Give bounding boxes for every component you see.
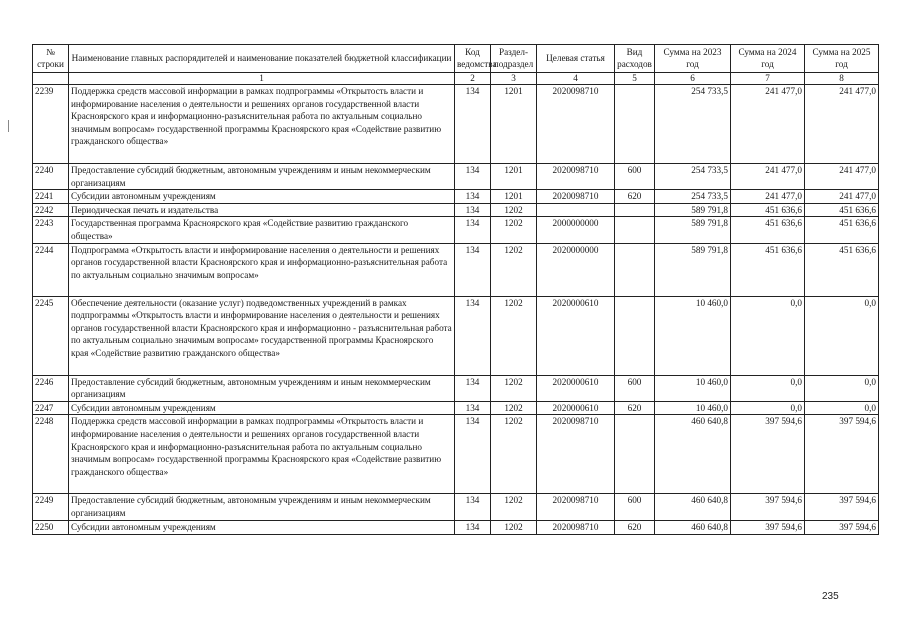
row-sum-2023: 10 460,0 — [655, 401, 731, 415]
row-department-code: 134 — [455, 217, 491, 243]
row-name: Поддержка средств массовой информации в рамках подпрограммы «Открытость власти и информирование населения о деятельности и решениях органов государственной власти Красноярского края и информационно-разъяснительная работа по актуальным социально значимым вопросам» государственной программы Красноярского края «Содействие развитию гражданского общества» — [69, 415, 455, 494]
row-department-code: 134 — [455, 375, 491, 401]
column-number: 8 — [805, 73, 879, 85]
header-sum-2024: Сумма на 2024 год — [731, 45, 805, 73]
row-name: Субсидии автономным учреждениям — [69, 401, 455, 415]
row-section: 1202 — [491, 296, 537, 375]
row-number: 2246 — [33, 375, 69, 401]
table-row — [33, 85, 879, 164]
row-sum-2024: 397 594,6 — [731, 520, 805, 534]
row-expense-type — [615, 243, 655, 296]
row-expense-type — [615, 85, 655, 164]
row-section: 1201 — [491, 85, 537, 164]
row-department-code: 134 — [455, 401, 491, 415]
column-number: 7 — [731, 73, 805, 85]
header-department-code: Код ведомства — [455, 45, 491, 73]
row-department-code: 134 — [455, 203, 491, 217]
header-expense-type: Вид расходов — [615, 45, 655, 73]
row-sum-2023: 589 791,8 — [655, 217, 731, 243]
header-row-number: № строки — [33, 45, 69, 73]
row-sum-2025: 0,0 — [805, 401, 879, 415]
row-section: 1202 — [491, 401, 537, 415]
row-number: 2244 — [33, 243, 69, 296]
row-sum-2025: 241 477,0 — [805, 85, 879, 164]
row-sum-2024: 241 477,0 — [731, 190, 805, 204]
row-expense-type: 600 — [615, 494, 655, 520]
row-target-article: 2020000610 — [537, 401, 615, 415]
table-row — [33, 401, 879, 415]
row-sum-2024: 241 477,0 — [731, 85, 805, 164]
table-row — [33, 190, 879, 204]
row-name: Поддержка средств массовой информации в рамках подпрограммы «Открытость власти и информирование населения о деятельности и решениях органов государственной власти Красноярского края и информационно-разъяснительная работа по актуальным социально значимым вопросам» государственной программы Красноярского края «Содействие развитию гражданского общества» — [69, 85, 455, 164]
row-sum-2025: 241 477,0 — [805, 164, 879, 190]
row-section: 1202 — [491, 520, 537, 534]
row-name: Подпрограмма «Открытость власти и информирование населения о деятельности и решениях органов государственной власти Красноярского края и информационно-разъяснительная работа по актуальным социально значимым вопросам» — [69, 243, 455, 296]
row-expense-type: 600 — [615, 375, 655, 401]
row-name: Государственная программа Красноярского края «Содействие развитию гражданского общества» — [69, 217, 455, 243]
row-number: 2250 — [33, 520, 69, 534]
row-sum-2023: 254 733,5 — [655, 85, 731, 164]
header-sum-2025: Сумма на 2025 год — [805, 45, 879, 73]
row-name: Предоставление субсидий бюджетным, автономным учреждениям и иным некоммерческим организациям — [69, 494, 455, 520]
row-sum-2023: 589 791,8 — [655, 243, 731, 296]
table-body — [33, 85, 879, 535]
row-section: 1202 — [491, 243, 537, 296]
row-sum-2024: 451 636,6 — [731, 217, 805, 243]
row-sum-2023: 10 460,0 — [655, 375, 731, 401]
row-number: 2240 — [33, 164, 69, 190]
row-department-code: 134 — [455, 415, 491, 494]
row-expense-type — [615, 217, 655, 243]
row-sum-2025: 451 636,6 — [805, 243, 879, 296]
row-department-code: 134 — [455, 243, 491, 296]
header-row — [33, 45, 879, 73]
row-name: Предоставление субсидий бюджетным, автономным учреждениям и иным некоммерческим организациям — [69, 164, 455, 190]
row-number: 2242 — [33, 203, 69, 217]
row-sum-2023: 589 791,8 — [655, 203, 731, 217]
row-section: 1202 — [491, 217, 537, 243]
column-number: 3 — [491, 73, 537, 85]
row-sum-2025: 451 636,6 — [805, 203, 879, 217]
row-target-article: 2020098710 — [537, 520, 615, 534]
budget-table — [32, 44, 879, 535]
row-sum-2025: 241 477,0 — [805, 190, 879, 204]
row-sum-2024: 451 636,6 — [731, 203, 805, 217]
row-sum-2024: 451 636,6 — [731, 243, 805, 296]
header-section: Раздел-подраздел — [491, 45, 537, 73]
row-expense-type: 620 — [615, 401, 655, 415]
row-number: 2241 — [33, 190, 69, 204]
row-department-code: 134 — [455, 85, 491, 164]
row-name: Субсидии автономным учреждениям — [69, 190, 455, 204]
row-target-article: 2020000000 — [537, 243, 615, 296]
row-sum-2023: 460 640,8 — [655, 415, 731, 494]
row-expense-type — [615, 203, 655, 217]
column-number: 6 — [655, 73, 731, 85]
table-row — [33, 203, 879, 217]
row-expense-type — [615, 415, 655, 494]
row-section: 1202 — [491, 203, 537, 217]
row-target-article: 2020098710 — [537, 415, 615, 494]
row-expense-type — [615, 296, 655, 375]
row-sum-2025: 0,0 — [805, 375, 879, 401]
row-expense-type: 600 — [615, 164, 655, 190]
column-number: 5 — [615, 73, 655, 85]
column-number — [33, 73, 69, 85]
row-sum-2024: 397 594,6 — [731, 494, 805, 520]
table-row — [33, 296, 879, 375]
row-department-code: 134 — [455, 296, 491, 375]
table-row — [33, 375, 879, 401]
row-sum-2024: 0,0 — [731, 375, 805, 401]
row-target-article: 2020098710 — [537, 190, 615, 204]
row-sum-2024: 397 594,6 — [731, 415, 805, 494]
row-department-code: 134 — [455, 190, 491, 204]
row-sum-2023: 254 733,5 — [655, 190, 731, 204]
row-section: 1201 — [491, 190, 537, 204]
row-target-article: 2020098710 — [537, 494, 615, 520]
row-sum-2025: 0,0 — [805, 296, 879, 375]
header-sum-2023: Сумма на 2023 год — [655, 45, 731, 73]
row-number: 2239 — [33, 85, 69, 164]
row-sum-2024: 0,0 — [731, 401, 805, 415]
row-department-code: 134 — [455, 520, 491, 534]
header-target-article: Целевая статья — [537, 45, 615, 73]
row-number: 2248 — [33, 415, 69, 494]
row-number: 2243 — [33, 217, 69, 243]
row-sum-2025: 397 594,6 — [805, 415, 879, 494]
row-sum-2023: 460 640,8 — [655, 494, 731, 520]
row-department-code: 134 — [455, 164, 491, 190]
row-name: Периодическая печать и издательства — [69, 203, 455, 217]
row-section: 1201 — [491, 164, 537, 190]
row-sum-2023: 10 460,0 — [655, 296, 731, 375]
row-sum-2023: 254 733,5 — [655, 164, 731, 190]
table-row — [33, 494, 879, 520]
row-section: 1202 — [491, 494, 537, 520]
row-number: 2247 — [33, 401, 69, 415]
row-target-article: 2020000610 — [537, 296, 615, 375]
row-number: 2249 — [33, 494, 69, 520]
row-expense-type: 620 — [615, 520, 655, 534]
header-name: Наименование главных распорядителей и наименование показателей бюджетной классификации — [69, 45, 455, 73]
row-section: 1202 — [491, 415, 537, 494]
table-row — [33, 520, 879, 534]
page-number: 235 — [822, 591, 839, 602]
row-expense-type: 620 — [615, 190, 655, 204]
row-target-article: 2000000000 — [537, 217, 615, 243]
column-number: 4 — [537, 73, 615, 85]
row-sum-2025: 397 594,6 — [805, 494, 879, 520]
table-row — [33, 415, 879, 494]
row-target-article: 2020098710 — [537, 85, 615, 164]
row-section: 1202 — [491, 375, 537, 401]
row-number: 2245 — [33, 296, 69, 375]
row-target-article: 2020098710 — [537, 164, 615, 190]
row-name: Субсидии автономным учреждениям — [69, 520, 455, 534]
row-sum-2025: 451 636,6 — [805, 217, 879, 243]
column-number: 2 — [455, 73, 491, 85]
table-row — [33, 164, 879, 190]
table-row — [33, 243, 879, 296]
row-sum-2024: 0,0 — [731, 296, 805, 375]
row-department-code: 134 — [455, 494, 491, 520]
row-sum-2024: 241 477,0 — [731, 164, 805, 190]
table-row — [33, 217, 879, 243]
row-sum-2025: 397 594,6 — [805, 520, 879, 534]
row-target-article: 2020000610 — [537, 375, 615, 401]
row-name: Обеспечение деятельности (оказание услуг) подведомственных учреждений в рамках подпрограммы «Открытость власти и информирование населения о деятельности и решениях органов государственной власти Красноярского края и информационно - разъяснительная работа по актуальным социально значимым вопросам» государственной программы Красноярского края «Содействие развитию гражданского общества» — [69, 296, 455, 375]
scan-margin-mark — [8, 120, 9, 132]
row-sum-2023: 460 640,8 — [655, 520, 731, 534]
row-target-article — [537, 203, 615, 217]
column-number: 1 — [69, 73, 455, 85]
row-name: Предоставление субсидий бюджетным, автономным учреждениям и иным некоммерческим организациям — [69, 375, 455, 401]
column-number-row — [33, 73, 879, 85]
